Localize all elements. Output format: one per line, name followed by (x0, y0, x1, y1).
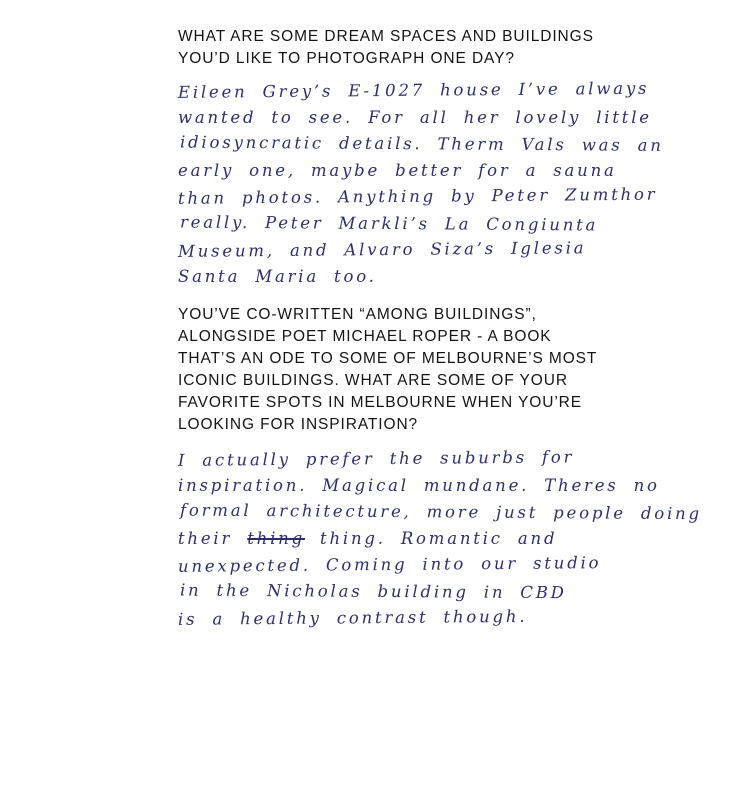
answer-line: formal architecture, more just people doing (179, 500, 702, 524)
answer-line: is a healthy contrast though. (177, 606, 528, 629)
answer-line: early one, maybe better for a sauna (178, 160, 617, 180)
answer-line: Santa Maria too. (178, 266, 377, 286)
answer-line: Museum, and Alvaro Siza’s Iglesia (177, 238, 587, 261)
question-dream-spaces: WHAT ARE SOME DREAM SPACES AND BUILDINGS YOU’D LIKE TO PHOTOGRAPH ONE DAY? (178, 28, 594, 67)
answer-line: in the Nicholas building in CBD (179, 580, 567, 602)
answer-line-start: their (178, 528, 233, 548)
answer-line: inspiration. Magical mundane. Theres no (178, 475, 660, 495)
handwritten-answer-dream-spaces (177, 78, 664, 290)
answer-line: I actually prefer the suburbs for (177, 447, 575, 470)
answer-line: wanted to see. For all her lovely little (178, 107, 652, 127)
answer-line-end: thing. Romantic and (320, 528, 558, 548)
struck-out-word: thing (247, 528, 305, 548)
answer-line: than photos. Anything by Peter Zumthor (177, 184, 658, 208)
answer-line: idiosyncratic details. Therm Vals was an (179, 132, 664, 155)
answer-line: unexpected. Coming into our studio (177, 553, 602, 576)
handwritten-answer-melbourne-spots (177, 446, 702, 632)
answer-line: really. Peter Markli’s La Congiunta (179, 212, 599, 234)
answer-line: Eileen Grey’s E-1027 house I’ve always (177, 78, 650, 102)
answer-line (178, 526, 598, 553)
interview-column (177, 26, 702, 632)
question-melbourne-spots: YOU’VE CO-WRITTEN “AMONG BUILDINGS”, ALONGSIDE POET MICHAEL ROPER - A BOOK THAT’S AN ODE TO SOME OF MELBOURNE’S MOST ICONIC BUILDINGS. WHAT ARE SOME OF YOUR FAVORITE SPOTS IN MELBOURNE WHEN YOU’RE LOOKING FOR INSPIRATION? (178, 306, 598, 433)
